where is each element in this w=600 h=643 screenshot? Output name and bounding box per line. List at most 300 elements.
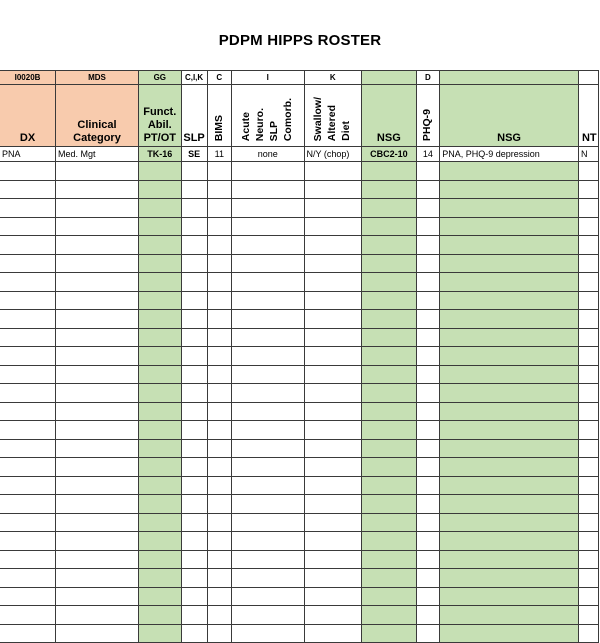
empty-cell[interactable] xyxy=(0,347,56,366)
empty-cell[interactable] xyxy=(0,236,56,255)
empty-cell[interactable] xyxy=(304,624,362,643)
empty-cell[interactable] xyxy=(232,273,304,292)
empty-cell[interactable] xyxy=(362,365,416,384)
empty-cell[interactable] xyxy=(578,273,598,292)
empty-cell[interactable] xyxy=(56,421,139,440)
empty-cell[interactable] xyxy=(138,273,181,292)
empty-cell[interactable] xyxy=(56,606,139,625)
empty-cell[interactable] xyxy=(362,439,416,458)
empty-cell[interactable] xyxy=(207,291,232,310)
empty-cell[interactable] xyxy=(181,569,207,588)
empty-cell[interactable] xyxy=(440,180,579,199)
empty-cell[interactable] xyxy=(578,495,598,514)
empty-cell[interactable] xyxy=(416,439,440,458)
empty-cell[interactable] xyxy=(304,328,362,347)
empty-cell[interactable] xyxy=(232,421,304,440)
empty-cell[interactable] xyxy=(362,513,416,532)
empty-cell[interactable] xyxy=(440,291,579,310)
empty-cell[interactable] xyxy=(362,495,416,514)
empty-cell[interactable] xyxy=(232,476,304,495)
empty-cell[interactable] xyxy=(440,384,579,403)
empty-cell[interactable] xyxy=(304,421,362,440)
cell-swallow[interactable]: N/Y (chop) xyxy=(304,147,362,162)
empty-cell[interactable] xyxy=(0,310,56,329)
empty-cell[interactable] xyxy=(181,476,207,495)
empty-cell[interactable] xyxy=(304,569,362,588)
empty-cell[interactable] xyxy=(138,199,181,218)
empty-cell[interactable] xyxy=(56,439,139,458)
empty-cell[interactable] xyxy=(56,291,139,310)
empty-cell[interactable] xyxy=(232,384,304,403)
empty-cell[interactable] xyxy=(181,402,207,421)
empty-cell[interactable] xyxy=(416,569,440,588)
cell-nt[interactable]: N xyxy=(578,147,598,162)
empty-cell[interactable] xyxy=(207,569,232,588)
cell-funct-abil[interactable]: TK-16 xyxy=(138,147,181,162)
empty-cell[interactable] xyxy=(56,624,139,643)
empty-cell[interactable] xyxy=(362,217,416,236)
empty-cell[interactable] xyxy=(304,365,362,384)
empty-cell[interactable] xyxy=(440,624,579,643)
empty-cell[interactable] xyxy=(578,291,598,310)
empty-cell[interactable] xyxy=(362,273,416,292)
empty-cell[interactable] xyxy=(0,587,56,606)
empty-cell[interactable] xyxy=(0,273,56,292)
empty-cell[interactable] xyxy=(138,402,181,421)
empty-cell[interactable] xyxy=(0,199,56,218)
empty-cell[interactable] xyxy=(56,384,139,403)
empty-cell[interactable] xyxy=(440,476,579,495)
empty-cell[interactable] xyxy=(56,402,139,421)
empty-cell[interactable] xyxy=(440,347,579,366)
empty-cell[interactable] xyxy=(578,384,598,403)
empty-cell[interactable] xyxy=(56,180,139,199)
empty-cell[interactable] xyxy=(440,365,579,384)
empty-cell[interactable] xyxy=(440,421,579,440)
empty-cell[interactable] xyxy=(578,624,598,643)
empty-cell[interactable] xyxy=(416,291,440,310)
empty-cell[interactable] xyxy=(181,217,207,236)
empty-cell[interactable] xyxy=(440,254,579,273)
empty-cell[interactable] xyxy=(181,365,207,384)
empty-cell[interactable] xyxy=(207,328,232,347)
empty-cell[interactable] xyxy=(304,162,362,181)
empty-cell[interactable] xyxy=(440,495,579,514)
empty-cell[interactable] xyxy=(362,199,416,218)
empty-cell[interactable] xyxy=(304,236,362,255)
empty-cell[interactable] xyxy=(138,365,181,384)
empty-cell[interactable] xyxy=(232,495,304,514)
empty-cell[interactable] xyxy=(416,587,440,606)
empty-cell[interactable] xyxy=(56,347,139,366)
empty-cell[interactable] xyxy=(0,513,56,532)
header-swallow-line1: Swallow/ xyxy=(312,96,325,141)
empty-cell[interactable] xyxy=(0,402,56,421)
empty-cell[interactable] xyxy=(232,624,304,643)
empty-cell[interactable] xyxy=(138,550,181,569)
empty-cell[interactable] xyxy=(56,569,139,588)
empty-cell[interactable] xyxy=(232,217,304,236)
empty-cell[interactable] xyxy=(232,310,304,329)
empty-cell[interactable] xyxy=(56,236,139,255)
header-nt: NT xyxy=(578,85,598,147)
empty-cell[interactable] xyxy=(56,254,139,273)
empty-cell[interactable] xyxy=(181,236,207,255)
empty-cell[interactable] xyxy=(362,476,416,495)
empty-cell[interactable] xyxy=(0,180,56,199)
empty-cell[interactable] xyxy=(416,532,440,551)
group-header-nt xyxy=(578,71,598,85)
empty-cell[interactable] xyxy=(440,606,579,625)
empty-cell[interactable] xyxy=(181,384,207,403)
empty-cell[interactable] xyxy=(138,587,181,606)
empty-cell[interactable] xyxy=(304,254,362,273)
empty-cell[interactable] xyxy=(138,291,181,310)
empty-cell[interactable] xyxy=(56,217,139,236)
empty-cell[interactable] xyxy=(181,495,207,514)
empty-cell[interactable] xyxy=(362,569,416,588)
empty-cell[interactable] xyxy=(416,328,440,347)
empty-cell[interactable] xyxy=(181,587,207,606)
empty-cell[interactable] xyxy=(304,273,362,292)
empty-cell[interactable] xyxy=(304,458,362,477)
empty-cell[interactable] xyxy=(0,532,56,551)
empty-cell[interactable] xyxy=(0,569,56,588)
empty-cell[interactable] xyxy=(138,310,181,329)
empty-cell[interactable] xyxy=(304,439,362,458)
empty-cell[interactable] xyxy=(181,624,207,643)
empty-cell[interactable] xyxy=(232,254,304,273)
empty-cell[interactable] xyxy=(416,217,440,236)
empty-cell[interactable] xyxy=(578,606,598,625)
empty-cell[interactable] xyxy=(440,532,579,551)
empty-cell[interactable] xyxy=(304,291,362,310)
empty-cell[interactable] xyxy=(440,550,579,569)
empty-cell[interactable] xyxy=(0,421,56,440)
cell-bims[interactable]: 11 xyxy=(207,147,232,162)
empty-cell[interactable] xyxy=(416,347,440,366)
empty-cell[interactable] xyxy=(232,569,304,588)
empty-cell[interactable] xyxy=(0,624,56,643)
empty-cell[interactable] xyxy=(416,476,440,495)
empty-cell[interactable] xyxy=(207,217,232,236)
empty-cell[interactable] xyxy=(232,162,304,181)
empty-cell[interactable] xyxy=(0,291,56,310)
empty-cell[interactable] xyxy=(362,291,416,310)
empty-cell[interactable] xyxy=(138,532,181,551)
empty-cell[interactable] xyxy=(207,180,232,199)
empty-cell[interactable] xyxy=(578,236,598,255)
empty-cell[interactable] xyxy=(440,328,579,347)
empty-cell[interactable] xyxy=(207,587,232,606)
empty-cell[interactable] xyxy=(138,236,181,255)
empty-cell[interactable] xyxy=(304,495,362,514)
empty-cell[interactable] xyxy=(440,402,579,421)
empty-cell[interactable] xyxy=(207,365,232,384)
empty-cell[interactable] xyxy=(304,217,362,236)
empty-cell[interactable] xyxy=(0,550,56,569)
empty-cell[interactable] xyxy=(362,624,416,643)
empty-cell[interactable] xyxy=(578,439,598,458)
empty-cell[interactable] xyxy=(304,532,362,551)
empty-cell[interactable] xyxy=(232,328,304,347)
empty-cell[interactable] xyxy=(416,421,440,440)
empty-cell[interactable] xyxy=(440,162,579,181)
empty-cell[interactable] xyxy=(207,273,232,292)
empty-cell[interactable] xyxy=(138,217,181,236)
empty-cell[interactable] xyxy=(578,569,598,588)
empty-cell[interactable] xyxy=(578,199,598,218)
empty-cell[interactable] xyxy=(0,606,56,625)
empty-cell[interactable] xyxy=(416,273,440,292)
empty-cell[interactable] xyxy=(416,236,440,255)
empty-cell[interactable] xyxy=(56,273,139,292)
empty-cell[interactable] xyxy=(56,587,139,606)
empty-cell[interactable] xyxy=(440,587,579,606)
empty-cell[interactable] xyxy=(0,217,56,236)
empty-cell[interactable] xyxy=(181,199,207,218)
empty-cell[interactable] xyxy=(56,476,139,495)
empty-cell[interactable] xyxy=(304,513,362,532)
empty-cell[interactable] xyxy=(578,421,598,440)
empty-cell[interactable] xyxy=(362,310,416,329)
empty-cell[interactable] xyxy=(304,347,362,366)
empty-cell[interactable] xyxy=(138,384,181,403)
empty-cell[interactable] xyxy=(207,162,232,181)
empty-cell[interactable] xyxy=(181,606,207,625)
empty-cell[interactable] xyxy=(232,458,304,477)
empty-cell[interactable] xyxy=(232,402,304,421)
empty-cell[interactable] xyxy=(416,180,440,199)
empty-cell[interactable] xyxy=(181,513,207,532)
empty-cell[interactable] xyxy=(362,532,416,551)
empty-cell[interactable] xyxy=(56,458,139,477)
empty-cell[interactable] xyxy=(304,606,362,625)
empty-cell[interactable] xyxy=(416,199,440,218)
empty-cell[interactable] xyxy=(181,347,207,366)
empty-cell[interactable] xyxy=(207,199,232,218)
empty-cell[interactable] xyxy=(362,402,416,421)
empty-cell[interactable] xyxy=(181,550,207,569)
cell-phq9[interactable]: 14 xyxy=(416,147,440,162)
empty-cell[interactable] xyxy=(207,513,232,532)
empty-cell[interactable] xyxy=(138,347,181,366)
empty-cell[interactable] xyxy=(138,328,181,347)
empty-cell[interactable] xyxy=(232,587,304,606)
empty-cell[interactable] xyxy=(578,162,598,181)
empty-cell[interactable] xyxy=(138,624,181,643)
empty-cell[interactable] xyxy=(416,254,440,273)
empty-cell[interactable] xyxy=(181,421,207,440)
empty-cell[interactable] xyxy=(207,254,232,273)
cell-slp[interactable]: SE xyxy=(181,147,207,162)
empty-cell[interactable] xyxy=(181,254,207,273)
empty-cell[interactable] xyxy=(232,236,304,255)
empty-cell[interactable] xyxy=(232,513,304,532)
empty-cell[interactable] xyxy=(207,476,232,495)
empty-cell[interactable] xyxy=(578,550,598,569)
empty-cell[interactable] xyxy=(578,180,598,199)
empty-cell[interactable] xyxy=(56,199,139,218)
empty-cell[interactable] xyxy=(578,513,598,532)
empty-cell[interactable] xyxy=(181,328,207,347)
empty-cell[interactable] xyxy=(207,310,232,329)
empty-cell[interactable] xyxy=(440,569,579,588)
empty-cell[interactable] xyxy=(56,310,139,329)
empty-cell[interactable] xyxy=(207,421,232,440)
empty-cell[interactable] xyxy=(232,550,304,569)
empty-cell[interactable] xyxy=(440,513,579,532)
empty-cell[interactable] xyxy=(304,402,362,421)
empty-cell[interactable] xyxy=(0,328,56,347)
empty-cell[interactable] xyxy=(362,587,416,606)
empty-cell[interactable] xyxy=(181,310,207,329)
cell-nsg[interactable]: CBC2-10 xyxy=(362,147,416,162)
empty-cell[interactable] xyxy=(181,532,207,551)
empty-cell[interactable] xyxy=(416,513,440,532)
empty-cell[interactable] xyxy=(416,458,440,477)
empty-cell[interactable] xyxy=(138,458,181,477)
empty-cell[interactable] xyxy=(578,347,598,366)
empty-cell[interactable] xyxy=(440,439,579,458)
empty-cell[interactable] xyxy=(578,310,598,329)
empty-cell[interactable] xyxy=(362,328,416,347)
empty-cell[interactable] xyxy=(207,624,232,643)
empty-cell[interactable] xyxy=(232,347,304,366)
empty-cell[interactable] xyxy=(138,569,181,588)
empty-cell[interactable] xyxy=(416,365,440,384)
empty-cell[interactable] xyxy=(56,550,139,569)
empty-cell[interactable] xyxy=(56,365,139,384)
empty-cell[interactable] xyxy=(138,606,181,625)
empty-cell[interactable] xyxy=(416,624,440,643)
empty-cell[interactable] xyxy=(0,495,56,514)
empty-cell[interactable] xyxy=(362,421,416,440)
empty-cell[interactable] xyxy=(0,365,56,384)
empty-cell[interactable] xyxy=(362,254,416,273)
empty-cell[interactable] xyxy=(56,495,139,514)
empty-cell[interactable] xyxy=(232,439,304,458)
empty-cell[interactable] xyxy=(56,328,139,347)
cell-dx[interactable]: PNA xyxy=(0,147,56,162)
empty-cell[interactable] xyxy=(304,587,362,606)
empty-cell[interactable] xyxy=(232,180,304,199)
empty-cell[interactable] xyxy=(232,291,304,310)
empty-cell[interactable] xyxy=(232,365,304,384)
empty-cell[interactable] xyxy=(362,347,416,366)
empty-cell[interactable] xyxy=(578,458,598,477)
empty-cell[interactable] xyxy=(440,217,579,236)
empty-cell[interactable] xyxy=(0,254,56,273)
empty-cell[interactable] xyxy=(440,199,579,218)
empty-cell[interactable] xyxy=(0,162,56,181)
empty-cell[interactable] xyxy=(56,532,139,551)
empty-cell[interactable] xyxy=(362,236,416,255)
empty-cell[interactable] xyxy=(232,532,304,551)
empty-cell[interactable] xyxy=(304,550,362,569)
empty-cell[interactable] xyxy=(416,402,440,421)
empty-cell[interactable] xyxy=(440,458,579,477)
empty-cell[interactable] xyxy=(207,236,232,255)
empty-cell[interactable] xyxy=(181,439,207,458)
empty-cell[interactable] xyxy=(138,439,181,458)
empty-cell[interactable] xyxy=(578,328,598,347)
empty-cell[interactable] xyxy=(416,495,440,514)
empty-cell[interactable] xyxy=(207,347,232,366)
empty-cell[interactable] xyxy=(416,384,440,403)
empty-cell[interactable] xyxy=(207,439,232,458)
empty-cell[interactable] xyxy=(440,273,579,292)
empty-cell[interactable] xyxy=(362,384,416,403)
empty-cell[interactable] xyxy=(362,458,416,477)
empty-cell[interactable] xyxy=(362,550,416,569)
empty-cell[interactable] xyxy=(362,162,416,181)
empty-cell[interactable] xyxy=(207,402,232,421)
empty-cell[interactable] xyxy=(207,458,232,477)
empty-cell[interactable] xyxy=(56,162,139,181)
empty-cell[interactable] xyxy=(578,532,598,551)
empty-cell[interactable] xyxy=(232,199,304,218)
empty-cell[interactable] xyxy=(440,236,579,255)
cell-nsg-desc[interactable]: PNA, PHQ-9 depression xyxy=(440,147,579,162)
empty-cell[interactable] xyxy=(416,550,440,569)
empty-cell[interactable] xyxy=(207,532,232,551)
empty-cell[interactable] xyxy=(207,384,232,403)
empty-cell[interactable] xyxy=(416,162,440,181)
empty-cell[interactable] xyxy=(304,476,362,495)
empty-cell[interactable] xyxy=(304,310,362,329)
empty-cell[interactable] xyxy=(181,273,207,292)
empty-cell[interactable] xyxy=(304,180,362,199)
empty-cell[interactable] xyxy=(181,458,207,477)
empty-cell[interactable] xyxy=(362,180,416,199)
empty-cell[interactable] xyxy=(207,550,232,569)
empty-cell[interactable] xyxy=(207,495,232,514)
empty-cell[interactable] xyxy=(0,384,56,403)
empty-cell[interactable] xyxy=(304,384,362,403)
empty-cell[interactable] xyxy=(207,606,232,625)
empty-cell[interactable] xyxy=(578,587,598,606)
empty-cell[interactable] xyxy=(578,217,598,236)
empty-cell[interactable] xyxy=(416,310,440,329)
empty-cell[interactable] xyxy=(578,254,598,273)
empty-cell[interactable] xyxy=(416,606,440,625)
empty-cell[interactable] xyxy=(138,180,181,199)
empty-cell[interactable] xyxy=(138,495,181,514)
cell-clinical-category[interactable]: Med. Mgt xyxy=(56,147,139,162)
empty-cell[interactable] xyxy=(0,476,56,495)
empty-cell[interactable] xyxy=(0,439,56,458)
empty-cell[interactable] xyxy=(232,606,304,625)
empty-cell[interactable] xyxy=(0,458,56,477)
empty-cell[interactable] xyxy=(578,402,598,421)
empty-cell[interactable] xyxy=(56,513,139,532)
empty-cell[interactable] xyxy=(362,606,416,625)
cell-acute-neuro[interactable]: none xyxy=(232,147,304,162)
empty-cell[interactable] xyxy=(181,162,207,181)
empty-cell[interactable] xyxy=(138,421,181,440)
empty-cell[interactable] xyxy=(578,365,598,384)
empty-cell[interactable] xyxy=(181,291,207,310)
empty-cell[interactable] xyxy=(138,476,181,495)
empty-cell[interactable] xyxy=(181,180,207,199)
empty-cell[interactable] xyxy=(304,199,362,218)
empty-cell[interactable] xyxy=(138,162,181,181)
empty-cell[interactable] xyxy=(138,513,181,532)
empty-cell[interactable] xyxy=(440,310,579,329)
empty-cell[interactable] xyxy=(138,254,181,273)
empty-cell[interactable] xyxy=(578,476,598,495)
